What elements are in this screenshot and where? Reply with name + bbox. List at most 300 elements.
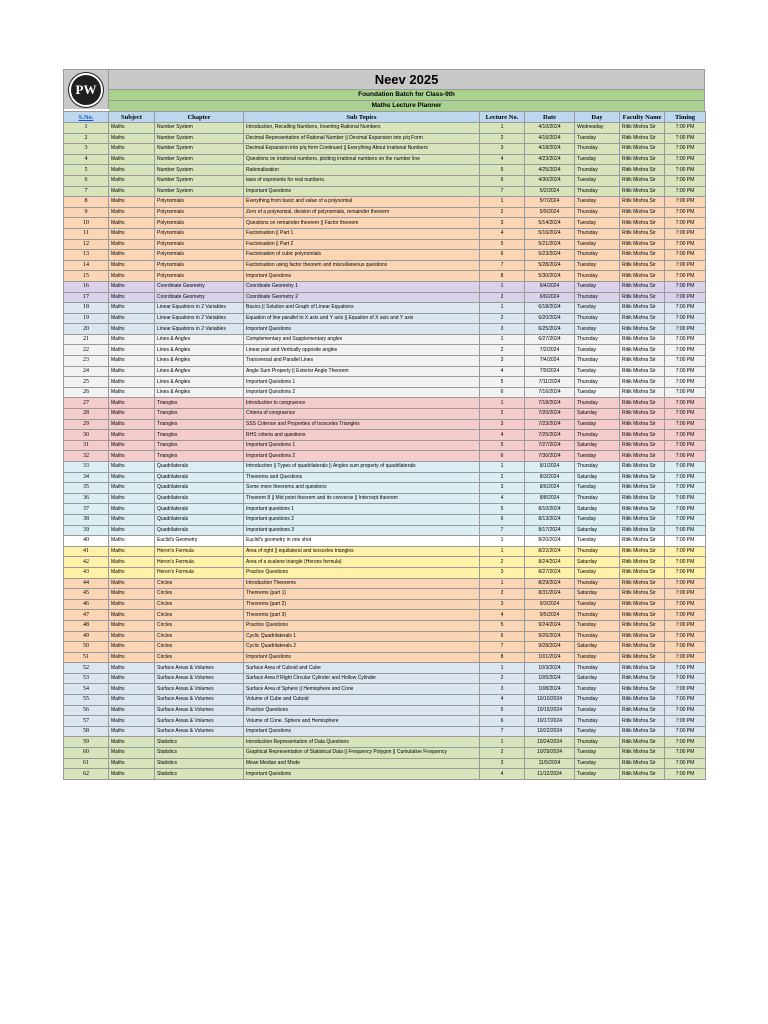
cell-day: Tuesday [575, 175, 620, 186]
table-row [64, 377, 706, 388]
cell-subtopic: Theorems and Questions [244, 472, 480, 483]
cell-date: 5/7/2024 [525, 197, 575, 208]
col-header-faculty: Faculty Name [620, 112, 665, 123]
cell-subject: Maths [109, 589, 155, 600]
cell-day: Tuesday [575, 652, 620, 663]
cell-timing: 7:00 PM [665, 748, 706, 759]
cell-subject: Maths [109, 451, 155, 462]
cell-date: 8/27/2024 [525, 567, 575, 578]
cell-subtopic: Everything from basic and value of a polynomial [244, 197, 480, 208]
cell-timing: 7:00 PM [665, 642, 706, 653]
cell-sno: 10 [64, 218, 109, 229]
cell-sno: 24 [64, 366, 109, 377]
cell-sno: 30 [64, 430, 109, 441]
cell-date: 10/15/2024 [525, 705, 575, 716]
cell-sno: 25 [64, 377, 109, 388]
cell-subject: Maths [109, 303, 155, 314]
cell-subtopic: Practice Questions [244, 620, 480, 631]
cell-day: Tuesday [575, 620, 620, 631]
cell-subject: Maths [109, 504, 155, 515]
cell-subtopic: Important Questions [244, 324, 480, 335]
cell-sno: 59 [64, 737, 109, 748]
cell-subtopic: Surface Area of Cuboid and Cube [244, 663, 480, 674]
cell-timing: 7:00 PM [665, 377, 706, 388]
cell-lecture-no: 3 [480, 218, 525, 229]
cell-subject: Maths [109, 440, 155, 451]
cell-subtopic: Graphical Representation of Statistical Data || Frequency Polygon || Cumulative Frequency [244, 748, 480, 759]
table-row [64, 175, 706, 186]
cell-faculty: Ritik Mishra Sir [620, 663, 665, 674]
cell-subtopic: Introduction Representation of Data Questions [244, 737, 480, 748]
cell-subject: Maths [109, 197, 155, 208]
cell-chapter: Coordinate Geometry [155, 281, 244, 292]
cell-lecture-no: 3 [480, 599, 525, 610]
cell-subject: Maths [109, 652, 155, 663]
cell-chapter: Polynomials [155, 207, 244, 218]
cell-day: Thursday [575, 356, 620, 367]
cell-date: 6/6/2024 [525, 292, 575, 303]
cell-subject: Maths [109, 133, 155, 144]
cell-subject: Maths [109, 684, 155, 695]
cell-chapter: Circles [155, 642, 244, 653]
cell-day: Tuesday [575, 483, 620, 494]
cell-lecture-no: 4 [480, 366, 525, 377]
cell-chapter: Circles [155, 578, 244, 589]
cell-chapter: Triangles [155, 398, 244, 409]
cell-day: Saturday [575, 440, 620, 451]
cell-timing: 7:00 PM [665, 260, 706, 271]
lecture-planner-sheet [63, 69, 705, 780]
cell-sno: 15 [64, 271, 109, 282]
cell-subtopic: Volume of Cube and Cuboid [244, 695, 480, 706]
cell-subject: Maths [109, 769, 155, 780]
cell-faculty: Ritik Mishra Sir [620, 313, 665, 324]
cell-subtopic: Important Questions [244, 726, 480, 737]
cell-date: 9/24/2024 [525, 620, 575, 631]
cell-day: Tuesday [575, 514, 620, 525]
cell-lecture-no: 3 [480, 758, 525, 769]
cell-chapter: Lines & Angles [155, 356, 244, 367]
cell-lecture-no: 6 [480, 451, 525, 462]
cell-timing: 7:00 PM [665, 514, 706, 525]
cell-date: 7/27/2024 [525, 440, 575, 451]
cell-date: 4/25/2024 [525, 165, 575, 176]
cell-subtopic: Introduction || Types of quadrilaterals || Angles sum property of quadrilaterals [244, 462, 480, 473]
table-row [64, 165, 706, 176]
cell-chapter: Lines & Angles [155, 366, 244, 377]
table-row [64, 345, 706, 356]
cell-faculty: Ritik Mishra Sir [620, 620, 665, 631]
cell-day: Thursday [575, 493, 620, 504]
cell-sno: 27 [64, 398, 109, 409]
cell-sno: 34 [64, 472, 109, 483]
cell-lecture-no: 4 [480, 154, 525, 165]
cell-timing: 7:00 PM [665, 578, 706, 589]
cell-day: Tuesday [575, 567, 620, 578]
col-header-subtopics: Sub Topics [244, 112, 480, 123]
cell-subject: Maths [109, 599, 155, 610]
table-row [64, 144, 706, 155]
cell-lecture-no: 1 [480, 398, 525, 409]
cell-lecture-no: 2 [480, 472, 525, 483]
cell-subtopic: Angle Sum Property || Exterior Angle Theorem [244, 366, 480, 377]
cell-sno: 49 [64, 631, 109, 642]
cell-day: Tuesday [575, 419, 620, 430]
cell-subtopic: Some more theorems and questions [244, 483, 480, 494]
cell-chapter: Linear Equations in 2 Variables [155, 324, 244, 335]
cell-faculty: Ritik Mishra Sir [620, 483, 665, 494]
cell-subtopic: Transversal and Parallel Lines [244, 356, 480, 367]
cell-subject: Maths [109, 663, 155, 674]
cell-lecture-no: 3 [480, 144, 525, 155]
cell-sno: 17 [64, 292, 109, 303]
cell-date: 8/20/2024 [525, 536, 575, 547]
cell-chapter: Quadrilaterals [155, 525, 244, 536]
cell-chapter: Linear Equations in 2 Variables [155, 313, 244, 324]
cell-subtopic: Equation of line parallel to X axis and Y axis || Equation of X axis and Y axis [244, 313, 480, 324]
cell-day: Thursday [575, 663, 620, 674]
cell-day: Tuesday [575, 451, 620, 462]
cell-sno: 36 [64, 493, 109, 504]
cell-subject: Maths [109, 514, 155, 525]
table-header-row [64, 112, 706, 123]
cell-subject: Maths [109, 493, 155, 504]
cell-lecture-no: 2 [480, 292, 525, 303]
cell-sno: 16 [64, 281, 109, 292]
cell-lecture-no: 3 [480, 356, 525, 367]
cell-day: Tuesday [575, 281, 620, 292]
cell-faculty: Ritik Mishra Sir [620, 377, 665, 388]
cell-faculty: Ritik Mishra Sir [620, 144, 665, 155]
cell-subject: Maths [109, 260, 155, 271]
cell-chapter: Lines & Angles [155, 345, 244, 356]
cell-date: 5/14/2024 [525, 218, 575, 229]
cell-lecture-no: 3 [480, 419, 525, 430]
cell-date: 4/10/2024 [525, 123, 575, 134]
cell-date: 10/10/2024 [525, 695, 575, 706]
cell-chapter: Triangles [155, 440, 244, 451]
cell-subtopic: Theorems (part 2) [244, 599, 480, 610]
table-row [64, 451, 706, 462]
cell-faculty: Ritik Mishra Sir [620, 673, 665, 684]
cell-timing: 7:00 PM [665, 726, 706, 737]
cell-faculty: Ritik Mishra Sir [620, 748, 665, 759]
cell-chapter: Surface Areas & Volumes [155, 705, 244, 716]
cell-date: 7/30/2024 [525, 451, 575, 462]
cell-subtopic: Important Questions [244, 652, 480, 663]
cell-sno: 29 [64, 419, 109, 430]
cell-chapter: Polynomials [155, 239, 244, 250]
cell-chapter: Surface Areas & Volumes [155, 716, 244, 727]
cell-lecture-no: 1 [480, 303, 525, 314]
cell-day: Saturday [575, 504, 620, 515]
cell-date: 11/12/2024 [525, 769, 575, 780]
cell-date: 7/4/2024 [525, 356, 575, 367]
cell-sno: 58 [64, 726, 109, 737]
cell-subtopic: Volume of Cone, Sphere and Hemisphere [244, 716, 480, 727]
cell-faculty: Ritik Mishra Sir [620, 165, 665, 176]
cell-subject: Maths [109, 387, 155, 398]
cell-timing: 7:00 PM [665, 281, 706, 292]
cell-subject: Maths [109, 239, 155, 250]
cell-subject: Maths [109, 525, 155, 536]
cell-date: 10/17/2024 [525, 716, 575, 727]
cell-subject: Maths [109, 610, 155, 621]
cell-timing: 7:00 PM [665, 631, 706, 642]
cell-sno: 21 [64, 334, 109, 345]
table-row [64, 239, 706, 250]
cell-faculty: Ritik Mishra Sir [620, 695, 665, 706]
cell-subject: Maths [109, 737, 155, 748]
cell-sno: 26 [64, 387, 109, 398]
cell-subtopic: Important Questions 1 [244, 377, 480, 388]
cell-faculty: Ritik Mishra Sir [620, 514, 665, 525]
cell-sno: 48 [64, 620, 109, 631]
cell-subtopic: Introduction to congruence [244, 398, 480, 409]
cell-subtopic: Factorisation using factor theorem and miscellaneous questions [244, 260, 480, 271]
cell-faculty: Ritik Mishra Sir [620, 197, 665, 208]
cell-subtopic: Important Questions 1 [244, 440, 480, 451]
cell-timing: 7:00 PM [665, 250, 706, 261]
table-row [64, 504, 706, 515]
cell-chapter: Polynomials [155, 228, 244, 239]
col-header-sno[interactable]: S.No. [64, 112, 109, 123]
cell-day: Thursday [575, 716, 620, 727]
table-row [64, 218, 706, 229]
cell-timing: 7:00 PM [665, 652, 706, 663]
cell-day: Tuesday [575, 684, 620, 695]
cell-date: 5/23/2024 [525, 250, 575, 261]
cell-timing: 7:00 PM [665, 758, 706, 769]
table-row [64, 557, 706, 568]
cell-subject: Maths [109, 292, 155, 303]
cell-lecture-no: 7 [480, 726, 525, 737]
cell-day: Tuesday [575, 218, 620, 229]
cell-subject: Maths [109, 567, 155, 578]
cell-timing: 7:00 PM [665, 462, 706, 473]
cell-date: 4/18/2024 [525, 144, 575, 155]
cell-date: 7/25/2024 [525, 430, 575, 441]
cell-sno: 1 [64, 123, 109, 134]
cell-day: Thursday [575, 207, 620, 218]
table-row [64, 695, 706, 706]
cell-subtopic: Important Questions 2 [244, 451, 480, 462]
table-row [64, 123, 706, 134]
cell-subject: Maths [109, 472, 155, 483]
cell-sno: 52 [64, 663, 109, 674]
cell-subtopic: Important Questions [244, 769, 480, 780]
cell-sno: 5 [64, 165, 109, 176]
table-row [64, 472, 706, 483]
cell-faculty: Ritik Mishra Sir [620, 726, 665, 737]
cell-faculty: Ritik Mishra Sir [620, 409, 665, 420]
cell-chapter: Euclid's Geometry [155, 536, 244, 547]
cell-subject: Maths [109, 546, 155, 557]
cell-sno: 12 [64, 239, 109, 250]
cell-date: 8/13/2024 [525, 514, 575, 525]
cell-subject: Maths [109, 345, 155, 356]
cell-date: 9/26/2024 [525, 631, 575, 642]
cell-sno: 3 [64, 144, 109, 155]
table-row [64, 514, 706, 525]
table-row [64, 748, 706, 759]
cell-subject: Maths [109, 186, 155, 197]
planner-name: Maths Lecture Planner [109, 100, 704, 111]
table-row [64, 260, 706, 271]
cell-faculty: Ritik Mishra Sir [620, 260, 665, 271]
cell-chapter: Coordinate Geometry [155, 292, 244, 303]
cell-sno: 46 [64, 599, 109, 610]
cell-chapter: Circles [155, 652, 244, 663]
cell-chapter: Surface Areas & Volumes [155, 684, 244, 695]
cell-day: Tuesday [575, 154, 620, 165]
cell-faculty: Ritik Mishra Sir [620, 281, 665, 292]
cell-timing: 7:00 PM [665, 620, 706, 631]
cell-day: Tuesday [575, 536, 620, 547]
cell-lecture-no: 5 [480, 165, 525, 176]
cell-faculty: Ritik Mishra Sir [620, 536, 665, 547]
cell-timing: 7:00 PM [665, 345, 706, 356]
table-row [64, 387, 706, 398]
table-row [64, 546, 706, 557]
cell-day: Tuesday [575, 303, 620, 314]
cell-day: Thursday [575, 186, 620, 197]
table-row [64, 366, 706, 377]
table-row [64, 334, 706, 345]
cell-faculty: Ritik Mishra Sir [620, 239, 665, 250]
cell-lecture-no: 1 [480, 663, 525, 674]
col-header-subject: Subject [109, 112, 155, 123]
cell-lecture-no: 4 [480, 610, 525, 621]
cell-subject: Maths [109, 334, 155, 345]
cell-day: Tuesday [575, 197, 620, 208]
cell-lecture-no: 5 [480, 705, 525, 716]
cell-subtopic: Basics || Solution and Graph of Linear Equations [244, 303, 480, 314]
table-row [64, 324, 706, 335]
cell-sno: 6 [64, 175, 109, 186]
cell-faculty: Ritik Mishra Sir [620, 758, 665, 769]
cell-date: 5/30/2024 [525, 271, 575, 282]
cell-subject: Maths [109, 250, 155, 261]
cell-faculty: Ritik Mishra Sir [620, 366, 665, 377]
table-row [64, 673, 706, 684]
cell-date: 8/8/2024 [525, 493, 575, 504]
cell-sno: 55 [64, 695, 109, 706]
cell-timing: 7:00 PM [665, 334, 706, 345]
cell-subtopic: Practice Questions [244, 567, 480, 578]
table-row [64, 462, 706, 473]
cell-date: 6/4/2024 [525, 281, 575, 292]
cell-subtopic: Important Questions [244, 271, 480, 282]
cell-day: Tuesday [575, 387, 620, 398]
cell-subject: Maths [109, 748, 155, 759]
cell-sno: 11 [64, 228, 109, 239]
cell-sno: 57 [64, 716, 109, 727]
cell-faculty: Ritik Mishra Sir [620, 324, 665, 335]
table-row [64, 292, 706, 303]
cell-lecture-no: 3 [480, 684, 525, 695]
cell-timing: 7:00 PM [665, 123, 706, 134]
cell-sno: 35 [64, 483, 109, 494]
cell-subtopic: Theorems (part 1) [244, 589, 480, 600]
col-header-day: Day [575, 112, 620, 123]
cell-day: Saturday [575, 472, 620, 483]
cell-date: 10/3/2024 [525, 663, 575, 674]
cell-date: 4/23/2024 [525, 154, 575, 165]
cell-date: 8/22/2024 [525, 546, 575, 557]
cell-day: Thursday [575, 165, 620, 176]
cell-subtopic: Factorisation of cubic polynomials [244, 250, 480, 261]
cell-chapter: Heron's Formula [155, 567, 244, 578]
cell-chapter: Quadrilaterals [155, 504, 244, 515]
table-row [64, 281, 706, 292]
table-row [64, 271, 706, 282]
table-row [64, 610, 706, 621]
cell-faculty: Ritik Mishra Sir [620, 546, 665, 557]
cell-chapter: Polynomials [155, 197, 244, 208]
cell-sno: 37 [64, 504, 109, 515]
cell-sno: 62 [64, 769, 109, 780]
cell-lecture-no: 3 [480, 567, 525, 578]
cell-chapter: Statistics [155, 758, 244, 769]
cell-faculty: Ritik Mishra Sir [620, 716, 665, 727]
cell-chapter: Circles [155, 631, 244, 642]
cell-date: 8/29/2024 [525, 578, 575, 589]
cell-day: Thursday [575, 144, 620, 155]
cell-chapter: Circles [155, 610, 244, 621]
cell-timing: 7:00 PM [665, 493, 706, 504]
cell-lecture-no: 4 [480, 695, 525, 706]
cell-chapter: Triangles [155, 409, 244, 420]
cell-faculty: Ritik Mishra Sir [620, 345, 665, 356]
cell-chapter: Number System [155, 144, 244, 155]
cell-subject: Maths [109, 578, 155, 589]
cell-sno: 45 [64, 589, 109, 600]
cell-day: Saturday [575, 409, 620, 420]
table-row [64, 313, 706, 324]
table-row [64, 705, 706, 716]
cell-lecture-no: 2 [480, 207, 525, 218]
cell-timing: 7:00 PM [665, 684, 706, 695]
cell-lecture-no: 1 [480, 737, 525, 748]
cell-chapter: Surface Areas & Volumes [155, 695, 244, 706]
cell-lecture-no: 6 [480, 631, 525, 642]
cell-lecture-no: 7 [480, 642, 525, 653]
cell-lecture-no: 6 [480, 387, 525, 398]
cell-lecture-no: 7 [480, 260, 525, 271]
cell-chapter: Statistics [155, 769, 244, 780]
cell-timing: 7:00 PM [665, 292, 706, 303]
cell-lecture-no: 1 [480, 281, 525, 292]
cell-lecture-no: 7 [480, 186, 525, 197]
cell-date: 4/30/2024 [525, 175, 575, 186]
cell-timing: 7:00 PM [665, 567, 706, 578]
cell-subtopic: Factorisation || Part 2 [244, 239, 480, 250]
cell-lecture-no: 6 [480, 250, 525, 261]
cell-lecture-no: 2 [480, 345, 525, 356]
cell-day: Thursday [575, 462, 620, 473]
table-row [64, 536, 706, 547]
cell-subtopic: Mean Median and Mode [244, 758, 480, 769]
cell-chapter: Circles [155, 599, 244, 610]
cell-faculty: Ritik Mishra Sir [620, 133, 665, 144]
table-row [64, 430, 706, 441]
cell-subject: Maths [109, 377, 155, 388]
cell-subject: Maths [109, 165, 155, 176]
cell-timing: 7:00 PM [665, 737, 706, 748]
cell-subtopic: Introduction Theorems [244, 578, 480, 589]
cell-timing: 7:00 PM [665, 705, 706, 716]
